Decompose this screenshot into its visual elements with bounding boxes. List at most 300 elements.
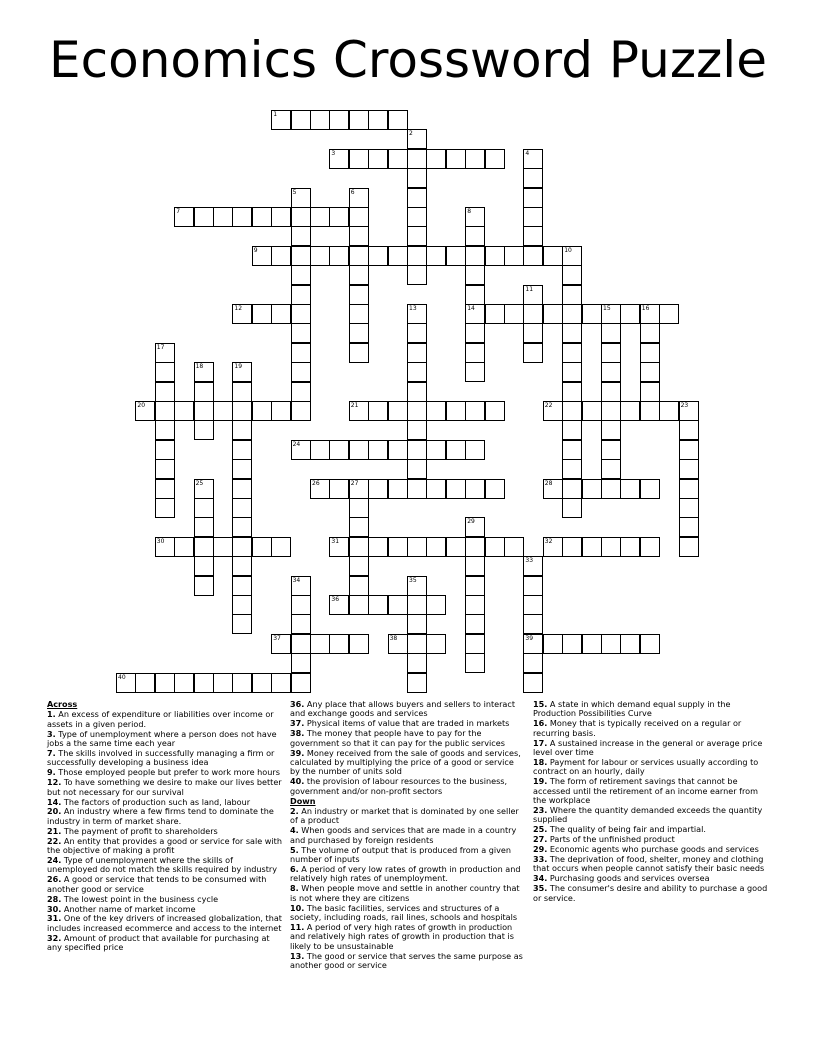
grid-cell[interactable] [601, 634, 621, 654]
grid-cell[interactable] [504, 304, 524, 324]
grid-cell[interactable] [349, 537, 369, 557]
grid-cell[interactable] [329, 440, 349, 460]
grid-cell[interactable] [368, 440, 388, 460]
grid-cell[interactable] [426, 149, 446, 169]
grid-cell[interactable] [349, 595, 369, 615]
grid-cell[interactable] [291, 614, 311, 634]
grid-cell[interactable] [213, 207, 233, 227]
grid-cell[interactable] [582, 634, 602, 654]
grid-cell[interactable] [291, 207, 311, 227]
grid-cell[interactable] [426, 440, 446, 460]
grid-cell[interactable] [640, 304, 660, 324]
grid-cell[interactable] [232, 362, 252, 382]
grid-cell[interactable] [562, 401, 582, 421]
grid-cell[interactable] [194, 479, 214, 499]
grid-cell[interactable] [640, 343, 660, 363]
grid-cell[interactable] [523, 149, 543, 169]
grid-cell[interactable] [232, 614, 252, 634]
grid-cell[interactable] [407, 207, 427, 227]
grid-cell[interactable] [155, 498, 175, 518]
grid-cell[interactable] [291, 304, 311, 324]
grid-cell[interactable] [232, 401, 252, 421]
grid-cell[interactable] [349, 110, 369, 130]
grid-cell[interactable] [601, 459, 621, 479]
grid-cell[interactable] [504, 537, 524, 557]
grid-cell[interactable] [562, 343, 582, 363]
grid-cell[interactable] [388, 537, 408, 557]
grid-cell[interactable] [407, 459, 427, 479]
grid-cell[interactable] [271, 304, 291, 324]
grid-cell[interactable] [543, 246, 563, 266]
grid-cell[interactable] [523, 576, 543, 596]
grid-cell[interactable] [155, 673, 175, 693]
grid-cell[interactable] [601, 420, 621, 440]
grid-cell[interactable] [368, 246, 388, 266]
grid-cell[interactable] [523, 343, 543, 363]
grid-cell[interactable] [659, 401, 679, 421]
grid-cell[interactable] [349, 343, 369, 363]
grid-cell[interactable] [310, 634, 330, 654]
grid-cell[interactable] [232, 556, 252, 576]
clue-text: The skills involved in successfully managing a firm or successfully developing a business idea [47, 748, 275, 768]
grid-cell[interactable] [679, 479, 699, 499]
grid-cell[interactable] [291, 188, 311, 208]
grid-cell[interactable] [329, 110, 349, 130]
grid-cell[interactable] [407, 188, 427, 208]
grid-cell[interactable] [252, 207, 272, 227]
grid-cell[interactable] [601, 401, 621, 421]
grid-cell[interactable] [407, 595, 427, 615]
grid-cell[interactable] [232, 382, 252, 402]
grid-cell[interactable] [601, 362, 621, 382]
grid-cell[interactable] [349, 265, 369, 285]
grid-cell[interactable] [446, 149, 466, 169]
grid-cell[interactable] [465, 479, 485, 499]
grid-cell[interactable] [252, 401, 272, 421]
grid-cell[interactable] [523, 323, 543, 343]
grid-cell[interactable] [485, 401, 505, 421]
grid-cell[interactable] [679, 537, 699, 557]
grid-cell[interactable] [504, 246, 524, 266]
grid-cell[interactable] [620, 634, 640, 654]
grid-cell[interactable] [349, 517, 369, 537]
grid-cell[interactable] [407, 634, 427, 654]
grid-cell[interactable] [446, 537, 466, 557]
grid-cell[interactable] [271, 634, 291, 654]
grid-cell[interactable] [194, 517, 214, 537]
grid-cell[interactable] [232, 673, 252, 693]
clue-text: When people move and settle in another country that is not where they are citizens [290, 883, 520, 903]
grid-cell[interactable] [232, 420, 252, 440]
grid-cell[interactable] [271, 246, 291, 266]
grid-cell[interactable] [271, 110, 291, 130]
grid-cell[interactable] [407, 265, 427, 285]
grid-cell[interactable] [155, 537, 175, 557]
grid-cell[interactable] [465, 304, 485, 324]
grid-cell[interactable] [174, 673, 194, 693]
grid-cell[interactable] [194, 382, 214, 402]
grid-cell[interactable] [349, 246, 369, 266]
grid-cell[interactable] [135, 401, 155, 421]
grid-cell[interactable] [465, 537, 485, 557]
grid-cell[interactable] [155, 459, 175, 479]
grid-cell[interactable] [349, 207, 369, 227]
grid-cell[interactable] [543, 401, 563, 421]
grid-cell[interactable] [465, 149, 485, 169]
grid-cell[interactable] [407, 149, 427, 169]
grid-cell[interactable] [291, 110, 311, 130]
grid-cell[interactable] [407, 440, 427, 460]
grid-cell[interactable] [465, 323, 485, 343]
clue-number-label: 18. [533, 756, 548, 767]
grid-cell[interactable] [407, 653, 427, 673]
grid-cell[interactable] [426, 634, 446, 654]
grid-cell[interactable] [562, 479, 582, 499]
grid-cell[interactable] [601, 479, 621, 499]
grid-cell[interactable] [523, 556, 543, 576]
grid-cell[interactable] [349, 401, 369, 421]
grid-cell[interactable] [679, 420, 699, 440]
grid-cell[interactable] [465, 595, 485, 615]
grid-cell[interactable] [271, 673, 291, 693]
grid-cell[interactable] [407, 614, 427, 634]
clue-number: 18 [195, 363, 204, 371]
grid-cell[interactable] [679, 517, 699, 537]
grid-cell[interactable] [349, 556, 369, 576]
grid-cell[interactable] [523, 226, 543, 246]
grid-cell[interactable] [388, 110, 408, 130]
grid-cell[interactable] [155, 479, 175, 499]
grid-cell[interactable] [523, 207, 543, 227]
grid-cell[interactable] [523, 188, 543, 208]
grid-cell[interactable] [562, 246, 582, 266]
grid-cell[interactable] [232, 207, 252, 227]
grid-cell[interactable] [310, 479, 330, 499]
grid-cell[interactable] [368, 110, 388, 130]
grid-cell[interactable] [485, 246, 505, 266]
grid-cell[interactable] [465, 576, 485, 596]
grid-cell[interactable] [679, 459, 699, 479]
grid-cell[interactable] [679, 498, 699, 518]
clue-number: 17 [156, 343, 165, 351]
grid-cell[interactable] [407, 343, 427, 363]
grid-cell[interactable] [407, 673, 427, 693]
grid-cell[interactable] [155, 420, 175, 440]
grid-cell[interactable] [194, 420, 214, 440]
grid-cell[interactable] [640, 362, 660, 382]
grid-cell[interactable] [640, 479, 660, 499]
grid-cell[interactable] [523, 304, 543, 324]
grid-cell[interactable] [640, 634, 660, 654]
clue-number-label: 16. [533, 718, 548, 729]
grid-cell[interactable] [485, 537, 505, 557]
grid-cell[interactable] [174, 537, 194, 557]
grid-cell[interactable] [271, 537, 291, 557]
grid-cell[interactable] [232, 595, 252, 615]
grid-cell[interactable] [582, 401, 602, 421]
grid-cell[interactable] [523, 614, 543, 634]
grid-cell[interactable] [446, 401, 466, 421]
grid-cell[interactable] [465, 556, 485, 576]
grid-cell[interactable] [640, 537, 660, 557]
grid-cell[interactable] [291, 576, 311, 596]
grid-cell[interactable] [155, 362, 175, 382]
grid-cell[interactable] [368, 149, 388, 169]
grid-cell[interactable] [426, 537, 446, 557]
grid-cell[interactable] [368, 537, 388, 557]
grid-cell[interactable] [194, 207, 214, 227]
grid-cell[interactable] [465, 207, 485, 227]
grid-cell[interactable] [291, 401, 311, 421]
grid-cell[interactable] [388, 246, 408, 266]
grid-cell[interactable] [194, 576, 214, 596]
grid-cell[interactable] [407, 537, 427, 557]
grid-cell[interactable] [291, 323, 311, 343]
grid-cell[interactable] [291, 382, 311, 402]
clue-number: 11 [525, 285, 534, 293]
grid-cell[interactable] [291, 265, 311, 285]
grid-cell[interactable] [291, 285, 311, 305]
grid-cell[interactable] [426, 479, 446, 499]
grid-cell[interactable] [407, 323, 427, 343]
grid-cell[interactable] [213, 537, 233, 557]
grid-cell[interactable] [329, 634, 349, 654]
grid-cell[interactable] [562, 265, 582, 285]
grid-cell[interactable] [465, 362, 485, 382]
grid-cell[interactable] [155, 343, 175, 363]
grid-cell[interactable] [368, 401, 388, 421]
grid-cell[interactable] [135, 673, 155, 693]
grid-cell[interactable] [543, 634, 563, 654]
grid-cell[interactable] [407, 168, 427, 188]
grid-cell[interactable] [310, 207, 330, 227]
grid-cell[interactable] [465, 440, 485, 460]
grid-cell[interactable] [485, 479, 505, 499]
grid-cell[interactable] [329, 149, 349, 169]
grid-cell[interactable] [620, 401, 640, 421]
grid-cell[interactable] [582, 537, 602, 557]
grid-cell[interactable] [562, 304, 582, 324]
grid-cell[interactable] [155, 440, 175, 460]
grid-cell[interactable] [194, 401, 214, 421]
grid-cell[interactable] [582, 304, 602, 324]
grid-cell[interactable] [523, 168, 543, 188]
grid-cell[interactable] [562, 323, 582, 343]
grid-cell[interactable] [679, 440, 699, 460]
grid-cell[interactable] [232, 537, 252, 557]
grid-cell[interactable] [388, 634, 408, 654]
grid-cell[interactable] [291, 343, 311, 363]
grid-cell[interactable] [349, 285, 369, 305]
grid-cell[interactable] [601, 440, 621, 460]
grid-cell[interactable] [349, 634, 369, 654]
clue-number-label: 3. [47, 728, 56, 739]
grid-cell[interactable] [562, 440, 582, 460]
grid-cell[interactable] [232, 440, 252, 460]
grid-cell[interactable] [582, 479, 602, 499]
grid-cell[interactable] [368, 479, 388, 499]
grid-cell[interactable] [291, 362, 311, 382]
grid-cell[interactable] [465, 517, 485, 537]
grid-cell[interactable] [485, 149, 505, 169]
grid-cell[interactable] [194, 556, 214, 576]
grid-cell[interactable] [291, 440, 311, 460]
grid-cell[interactable] [349, 440, 369, 460]
grid-cell[interactable] [388, 401, 408, 421]
grid-cell[interactable] [349, 149, 369, 169]
grid-cell[interactable] [601, 304, 621, 324]
grid-cell[interactable] [271, 207, 291, 227]
grid-cell[interactable] [349, 498, 369, 518]
grid-cell[interactable] [407, 401, 427, 421]
grid-cell[interactable] [523, 246, 543, 266]
grid-cell[interactable] [562, 459, 582, 479]
clue-number-label: 4. [290, 825, 299, 836]
grid-cell[interactable] [329, 537, 349, 557]
grid-cell[interactable] [252, 304, 272, 324]
grid-cell[interactable] [232, 479, 252, 499]
grid-cell[interactable] [329, 479, 349, 499]
grid-cell[interactable] [213, 673, 233, 693]
grid-cell[interactable] [194, 498, 214, 518]
grid-cell[interactable] [271, 401, 291, 421]
grid-cell[interactable] [232, 304, 252, 324]
grid-cell[interactable] [174, 207, 194, 227]
grid-cell[interactable] [252, 537, 272, 557]
grid-cell[interactable] [465, 343, 485, 363]
grid-cell[interactable] [349, 576, 369, 596]
grid-cell[interactable] [407, 362, 427, 382]
grid-cell[interactable] [407, 576, 427, 596]
grid-cell[interactable] [232, 517, 252, 537]
grid-cell[interactable] [310, 246, 330, 266]
grid-cell[interactable] [213, 401, 233, 421]
grid-cell[interactable] [291, 226, 311, 246]
grid-cell[interactable] [620, 537, 640, 557]
grid-cell[interactable] [640, 401, 660, 421]
grid-cell[interactable] [232, 459, 252, 479]
grid-cell[interactable] [291, 634, 311, 654]
grid-cell[interactable] [562, 285, 582, 305]
grid-cell[interactable] [601, 382, 621, 402]
grid-cell[interactable] [523, 634, 543, 654]
grid-cell[interactable] [291, 653, 311, 673]
grid-cell[interactable] [407, 420, 427, 440]
grid-cell[interactable] [329, 246, 349, 266]
grid-cell[interactable] [465, 653, 485, 673]
grid-cell[interactable] [601, 323, 621, 343]
grid-cell[interactable] [368, 595, 388, 615]
down-clue [290, 923, 525, 951]
grid-cell[interactable] [291, 595, 311, 615]
grid-cell[interactable] [232, 576, 252, 596]
grid-cell[interactable] [388, 440, 408, 460]
grid-cell[interactable] [407, 226, 427, 246]
grid-cell[interactable] [329, 595, 349, 615]
grid-cell[interactable] [252, 246, 272, 266]
grid-cell[interactable] [640, 382, 660, 402]
clue-number-label: 36. [290, 699, 305, 709]
grid-cell[interactable] [349, 479, 369, 499]
grid-cell[interactable] [485, 304, 505, 324]
grid-cell[interactable] [174, 401, 194, 421]
grid-cell[interactable] [155, 401, 175, 421]
down-clue [533, 806, 768, 825]
grid-cell[interactable] [407, 129, 427, 149]
grid-cell[interactable] [349, 304, 369, 324]
grid-cell[interactable] [232, 498, 252, 518]
grid-cell[interactable] [465, 614, 485, 634]
grid-cell[interactable] [446, 479, 466, 499]
grid-cell[interactable] [640, 323, 660, 343]
grid-cell[interactable] [155, 382, 175, 402]
grid-cell[interactable] [523, 653, 543, 673]
grid-cell[interactable] [465, 634, 485, 654]
grid-cell[interactable] [407, 304, 427, 324]
grid-cell[interactable] [465, 285, 485, 305]
grid-cell[interactable] [407, 246, 427, 266]
grid-cell[interactable] [620, 304, 640, 324]
grid-cell[interactable] [329, 207, 349, 227]
grid-cell[interactable] [543, 304, 563, 324]
grid-cell[interactable] [601, 537, 621, 557]
grid-cell[interactable] [679, 401, 699, 421]
grid-cell[interactable] [523, 285, 543, 305]
grid-cell[interactable] [310, 440, 330, 460]
grid-cell[interactable] [291, 246, 311, 266]
grid-cell[interactable] [446, 246, 466, 266]
grid-cell[interactable] [562, 362, 582, 382]
grid-cell[interactable] [310, 110, 330, 130]
grid-cell[interactable] [349, 226, 369, 246]
grid-cell[interactable] [388, 479, 408, 499]
grid-cell[interactable] [523, 595, 543, 615]
grid-cell[interactable] [116, 673, 136, 693]
grid-cell[interactable] [562, 537, 582, 557]
grid-cell[interactable] [562, 382, 582, 402]
grid-cell[interactable] [523, 673, 543, 693]
grid-cell[interactable] [349, 188, 369, 208]
grid-cell[interactable] [562, 498, 582, 518]
grid-cell[interactable] [407, 382, 427, 402]
grid-cell[interactable] [426, 595, 446, 615]
grid-cell[interactable] [543, 537, 563, 557]
grid-cell[interactable] [465, 265, 485, 285]
grid-cell[interactable] [465, 246, 485, 266]
clue-number: 29 [467, 518, 475, 526]
grid-cell[interactable] [562, 634, 582, 654]
grid-cell[interactable] [465, 401, 485, 421]
grid-cell[interactable] [349, 323, 369, 343]
grid-cell[interactable] [601, 343, 621, 363]
grid-cell[interactable] [562, 420, 582, 440]
grid-cell[interactable] [194, 673, 214, 693]
grid-cell[interactable] [465, 226, 485, 246]
grid-cell[interactable] [407, 479, 427, 499]
grid-cell[interactable] [388, 595, 408, 615]
grid-cell[interactable] [194, 537, 214, 557]
grid-cell[interactable] [291, 673, 311, 693]
grid-cell[interactable] [543, 479, 563, 499]
grid-cell[interactable] [446, 440, 466, 460]
grid-cell[interactable] [620, 479, 640, 499]
grid-cell[interactable] [426, 246, 446, 266]
grid-cell[interactable] [388, 149, 408, 169]
grid-cell[interactable] [659, 304, 679, 324]
grid-cell[interactable] [194, 362, 214, 382]
grid-cell[interactable] [252, 673, 272, 693]
grid-cell[interactable] [426, 401, 446, 421]
